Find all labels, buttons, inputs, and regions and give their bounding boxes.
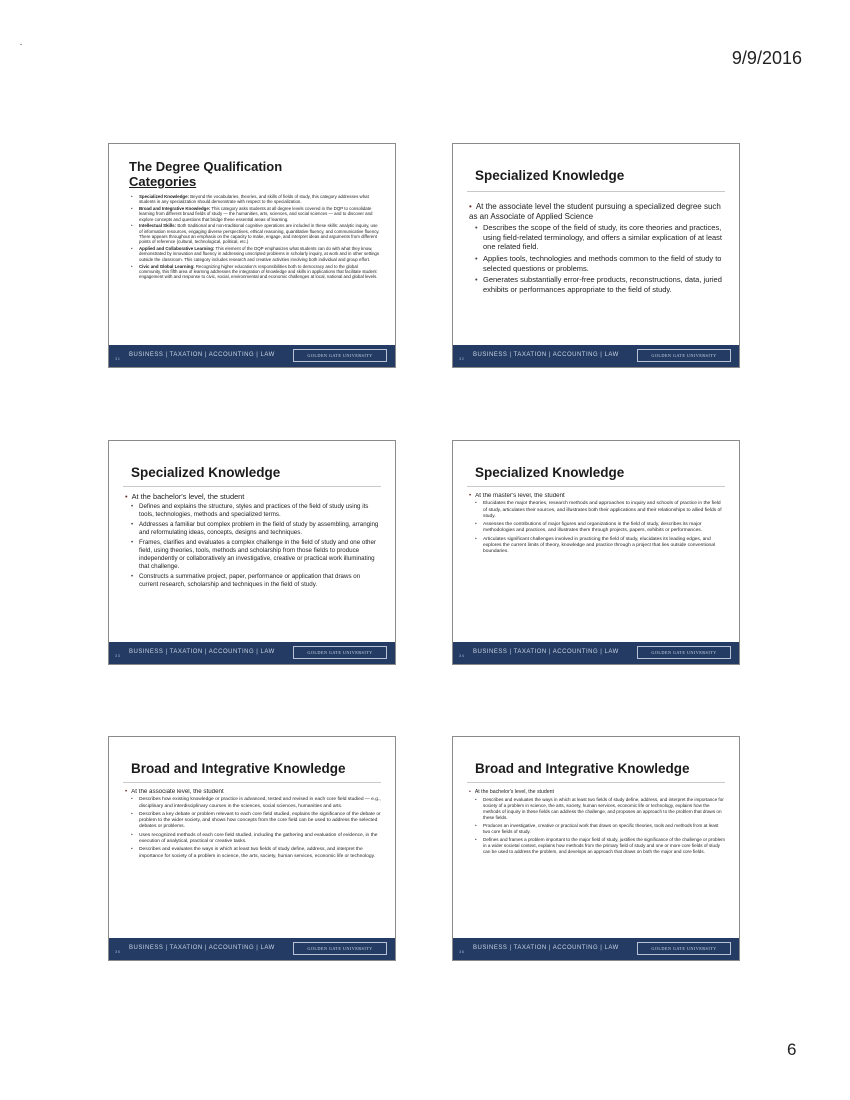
bullet-list [125,503,381,589]
slide-footer [453,345,739,367]
lead-text: • At the bachelor's level, the student [469,789,725,795]
bullet-list [469,501,725,555]
list-item: • Assesses the contributions of major figures and organizations in the field of study, describes its major methodologies and practices, and illustrates them through projects, papers, exhibits or performances. [483,522,725,535]
footer-school-list: BUSINESS | TAXATION | ACCOUNTING | LAW [129,649,275,655]
slide-title: Specialized Knowledge [131,465,281,480]
university-logo: GOLDEN GATE UNIVERSITY [293,646,387,659]
list-item: • Addresses a familiar but complex problem in the field of study by assembling, arranging and reformulating ideas, concepts, designs and techniques. [139,521,381,537]
bullet-list [469,797,725,855]
list-item: • Applies tools, technologies and methods common to the field of study to selected questions or problems. [483,254,725,273]
slide-body [469,789,725,934]
slide-broad-integrative-bachelor [452,736,740,961]
slide-specialized-knowledge-associate [452,143,740,368]
slide-title: Broad and Integrative Knowledge [131,761,346,776]
footer-school-list: BUSINESS | TAXATION | ACCOUNTING | LAW [473,352,619,358]
lead-text: • At the master's level, the student [469,493,725,499]
slide-broad-integrative-associate [108,736,396,961]
footer-school-list: BUSINESS | TAXATION | ACCOUNTING | LAW [129,352,275,358]
slide-title: The Degree Qualification Categories [129,159,283,189]
bullet-list [469,223,725,294]
page-number: 6 [787,1040,797,1059]
university-logo: GOLDEN GATE UNIVERSITY [293,942,387,955]
list-item: • Elucidates the major theories, research methods and approaches to inquiry and schools of practice in the field of study, articulates their sources, and illustrates both their applications and their relationships to allied fields of study. [483,501,725,520]
list-item: • Articulates significant challenges involved in practicing the field of study, elucidates its leading edges, and explores the current limits of theory, knowledge and practice through a project that lies outside conventional boundaries. [483,537,725,556]
slide-number: 34 [459,653,465,658]
slide-body [125,789,381,934]
slide-body [469,202,725,341]
slide-footer [109,938,395,960]
slide-degree-qualification-categories [108,143,396,368]
footer-school-list: BUSINESS | TAXATION | ACCOUNTING | LAW [473,649,619,655]
slide-specialized-knowledge-bachelor [108,440,396,665]
slide-footer [109,345,395,367]
slide-specialized-knowledge-master [452,440,740,665]
university-logo: GOLDEN GATE UNIVERSITY [637,646,731,659]
bullet-list [125,194,381,279]
slide-title: Specialized Knowledge [475,465,625,480]
list-item: • Intellectual Skills: Both traditional and non-traditional cognitive operations are included in these skills: analytic inquiry, use of information resources, engaging diverse perspectives, ethical reasoning, quantitative fluency, and communicative fluency. There appears throughout an emphasis on the capacity to make, engage, and interpret ideas and arguments from different points of reference (cultural, technological, political, etc.) [139,223,381,244]
university-logo: GOLDEN GATE UNIVERSITY [637,942,731,955]
university-logo: GOLDEN GATE UNIVERSITY [637,349,731,362]
slide-title: Specialized Knowledge [475,168,625,183]
list-item: • Describes how existing knowledge or practice is advanced, tested and revised in each core field studied — e.g., disciplinary and interdisciplinary courses in the sciences, social sciences, humanities and arts. [139,797,381,810]
list-item: • Civic and Global Learning: Recognizing higher education's responsibilities both to democracy and to the global community, this fifth area of learning addresses the integration of knowledge and skills in applications that facilitate student engagement with and response to civic, social, environmental and economic challenges at local, national and global levels. [139,264,381,280]
bullet-list [125,797,381,860]
slide-title: Broad and Integrative Knowledge [475,761,690,776]
list-item: • Defines and frames a problem important to the major field of study, justifies the significance of the challenge or problem in a wider societal context, explains how methods from the primary field of study and one or more core fields of study can be used to address the problem, and develops an approach that draws on both the major and core fields. [483,837,725,855]
slide-number: 35 [115,949,121,954]
slide-body [125,194,381,341]
list-item: • Describes and evaluates the ways in which at least two fields of study define, address, and interpret the importance for society of a problem in science, the arts, society, human services, economic life or technology, explains how the methods of inquiry in these fields can address the challenge, and proposes an approach to the problem that draws on these fields. [483,797,725,821]
corner-mark [20,44,22,45]
page-date: 9/9/2016 [731,48,802,68]
list-item: • Frames, clarifies and evaluates a complex challenge in the field of study and one other field, using theories, tools, methods and scholarship from those fields to produce independently or collaboratively an investigative, creative or practical work illuminating that challenge. [139,539,381,571]
list-item: • Defines and explains the structure, styles and practices of the field of study using its tools, technologies, methods and specialized terms. [139,503,381,519]
list-item: • Constructs a summative project, paper, performance or application that draws on current research, scholarship and techniques in the field of study. [139,573,381,589]
slide-number: 33 [115,653,121,658]
footer-school-list: BUSINESS | TAXATION | ACCOUNTING | LAW [129,945,275,951]
university-logo: GOLDEN GATE UNIVERSITY [293,349,387,362]
lead-text: • At the associate level, the student [125,789,381,795]
slide-footer [453,938,739,960]
list-item: • Describes a key debate or problem relevant to each core field studied, explains the significance of the debate or problem to the wider society, and shows how concepts from the core field can be used to address the selected debates or problems. [139,812,381,831]
list-item: • Generates substantially error-free products, reconstructions, data, juried exhibits or performances appropriate to the field of study. [483,275,725,294]
list-item: • Describes and evaluates the ways in which at least two fields of study define, address, and interpret the importance for society of a problem in science, the arts, society, human services, economic life or technology. [139,847,381,860]
footer-school-list: BUSINESS | TAXATION | ACCOUNTING | LAW [473,945,619,951]
slide-footer [109,642,395,664]
list-item: • Specialized Knowledge: Beyond the vocabularies, theories, and skills of fields of study, this category addresses what students in any specialization should demonstrate with respect to the specialization. [139,194,381,205]
slide-number: 31 [115,356,121,361]
lead-text: • At the bachelor's level, the student [125,493,381,501]
title-divider [467,191,725,192]
list-item: • Produces an investigative, creative or practical work that draws on specific theories, tools and methods from at least two core fields of study. [483,823,725,835]
slide-body [125,493,381,638]
slide-body [469,493,725,638]
lead-text: • At the associate level the student pursuing a specialized degree such as an Associate of Applied Science [469,202,725,221]
slide-number: 36 [459,949,465,954]
slide-number: 32 [459,356,465,361]
list-item: • Broad and Integrative Knowledge: This category asks students at all degree levels covered in the DQP to consolidate learning from different broad fields of study — the humanities, arts, sciences, and social sciences — and to discover and explore concepts and questions that bridge these essential areas of learning. [139,206,381,222]
list-item: • Describes the scope of the field of study, its core theories and practices, using field-related terminology, and offers a similar explication of at least one related field. [483,223,725,252]
title-divider [123,782,381,783]
list-item: • Uses recognized methods of each core field studied, including the gathering and evaluation of evidence, in the execution of analytical, practical or creative tasks. [139,833,381,846]
title-divider [467,782,725,783]
title-divider [467,486,725,487]
list-item: • Applied and Collaborative Learning: This element of the DQP emphasizes what students can do with what they know, demonstrated by innovation and fluency in addressing unscripted problems in scholarly inquiry, at work and in other settings outside the classroom. This category includes research and creative activities involving both individual and group effort. [139,246,381,262]
title-divider [123,486,381,487]
slide-footer [453,642,739,664]
